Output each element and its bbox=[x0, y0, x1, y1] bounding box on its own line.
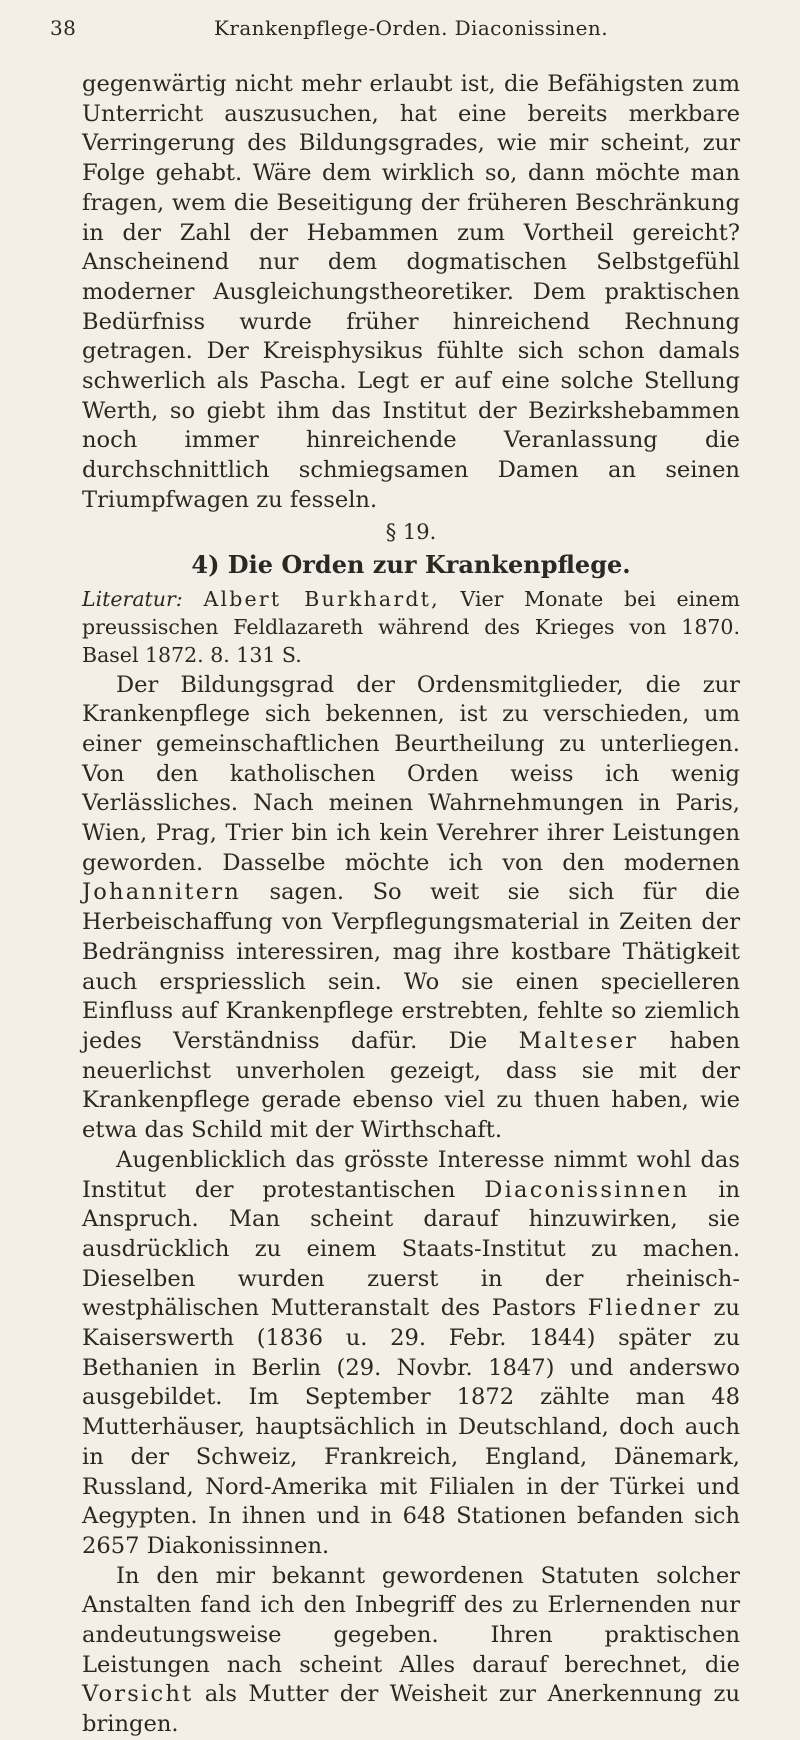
section-title: 4) Die Orden zur Krankenpflege. bbox=[191, 549, 631, 579]
paragraph-hebammen: gegenwärtig nicht mehr erlaubt ist, die Befähigsten zum Unterricht auszusuchen, hat eine bereits merkbare Verringerung des Bildungsgrades, wie mir scheint, zur Folge gehabt. Wäre dem wirklich so, dann möchte man fragen, wem die Beseitigung der früheren Beschränkung in der Zahl der Hebammen zum Vortheil gereicht? Anscheinend nur dem dogmatischen Selbstgefühl moderner Ausgleichungstheoretiker. Dem praktischen Bedürfniss wurde früher hinreichend Rechnung getragen. Der Kreisphysikus fühlte sich schon damals schwerlich als Pascha. Legt er auf eine solche Stellung Werth, so giebt ihm das Institut der Bezirkshebammen noch immer hinreichende Veranlassung die durchschnittlich schmiegsamen Damen an seinen Triumpfwagen zu fesseln. bbox=[82, 71, 740, 513]
literature-author: Albert Burkhardt, bbox=[203, 586, 440, 611]
emphasis-vorsicht: Vorsicht bbox=[82, 1681, 194, 1708]
paragraph-orden bbox=[82, 671, 740, 1146]
emphasis-diaconissinnen: Diaconissinnen bbox=[484, 1176, 690, 1203]
paragraph-text: sagen. So weit sie sich für die Herbeischaffung von Verpflegungsmaterial in Zeiten der Bedrängniss interessiren, mag ihre kostbare Thätigkeit auch erspriesslich sein. Wo sie einen specielleren Einfluss auf Krankenpflege erstrebten, fehlte so ziemlich jedes Verständniss dafür. Die bbox=[82, 879, 740, 1054]
paragraph-text: In den mir bekannt gewordenen Statuten solcher Anstalten fand ich den Inbegriff des zu Erlernenden nur andeutungsweise gegeben. Ihren praktischen Leistungen nach scheint Alles darauf berechnet, die bbox=[82, 1562, 740, 1678]
running-title: Krankenpflege-Orden. Diaconissinen. bbox=[214, 16, 608, 40]
paragraph-text: Augenblicklich das grösste Interesse nimmt wohl das Institut der protestantischen bbox=[82, 1146, 740, 1203]
running-header bbox=[50, 15, 740, 49]
paragraph-text: in Anspruch. Man scheint darauf hinzuwirken, sie ausdrücklich zu einem Staats-Institut zu machen. Dieselben wurden zuerst in der rheinisch-westphälischen Mutteranstalt des Pastors bbox=[82, 1176, 740, 1322]
paragraph-diaconissinnen bbox=[82, 1146, 740, 1562]
emphasis-fliedner: Fliedner bbox=[587, 1295, 702, 1322]
paragraph-text: zu Kaiserswerth (1836 u. 29. Febr. 1844) später zu Bethanien in Berlin (29. Novbr. 1847) und anderswo ausgebildet. Im September 1872 zählte man 48 Mutterhäuser, hauptsächlich in Deutschland, doch auch in der Schweiz, Frankreich, England, Dänemark, Russland, Nord-Amerika mit Filialen in der Türkei und Aegypten. In ihnen und in 648 Stationen befanden sich 2657 Diakonissinnen. bbox=[82, 1295, 740, 1559]
main-text bbox=[82, 70, 740, 1740]
paragraph-text: haben neuerlichst unverholen gezeigt, dass sie mit der Krankenpflege gerade ebenso viel zu thuen haben, wie etwa das Schild mit der Wirthschaft. bbox=[82, 1027, 741, 1144]
literature-reference bbox=[82, 585, 740, 669]
literature-text: Vier Monate bei einem preussischen Feldlazareth während des Krieges von 1870. Basel 1872. 8. 131 S. bbox=[82, 586, 740, 667]
paragraph-statuten bbox=[82, 1562, 740, 1740]
paragraph-text: Der Bildungsgrad der Ordensmitglieder, die zur Krankenpflege sich bekennen, ist zu verschieden, um einer gemeinschaftlichen Beurtheilung zu unterliegen. Von den katholischen Orden weiss ich wenig Verlässliches. Nach meinen Wahrnehmungen in Paris, Wien, Prag, Trier bin ich kein Verehrer ihrer Leistungen geworden. Dasselbe möchte ich von den modernen bbox=[82, 671, 740, 876]
literature-label: Literatur: bbox=[82, 586, 183, 611]
paragraph-text: als Mutter der Weisheit zur Anerkennung zu bringen. bbox=[82, 1681, 741, 1738]
emphasis-malteser: Malteser bbox=[518, 1027, 639, 1054]
emphasis-johanniter: Johannitern bbox=[82, 879, 242, 906]
page-number: 38 bbox=[50, 16, 77, 40]
section-number: § 19. bbox=[385, 519, 437, 544]
